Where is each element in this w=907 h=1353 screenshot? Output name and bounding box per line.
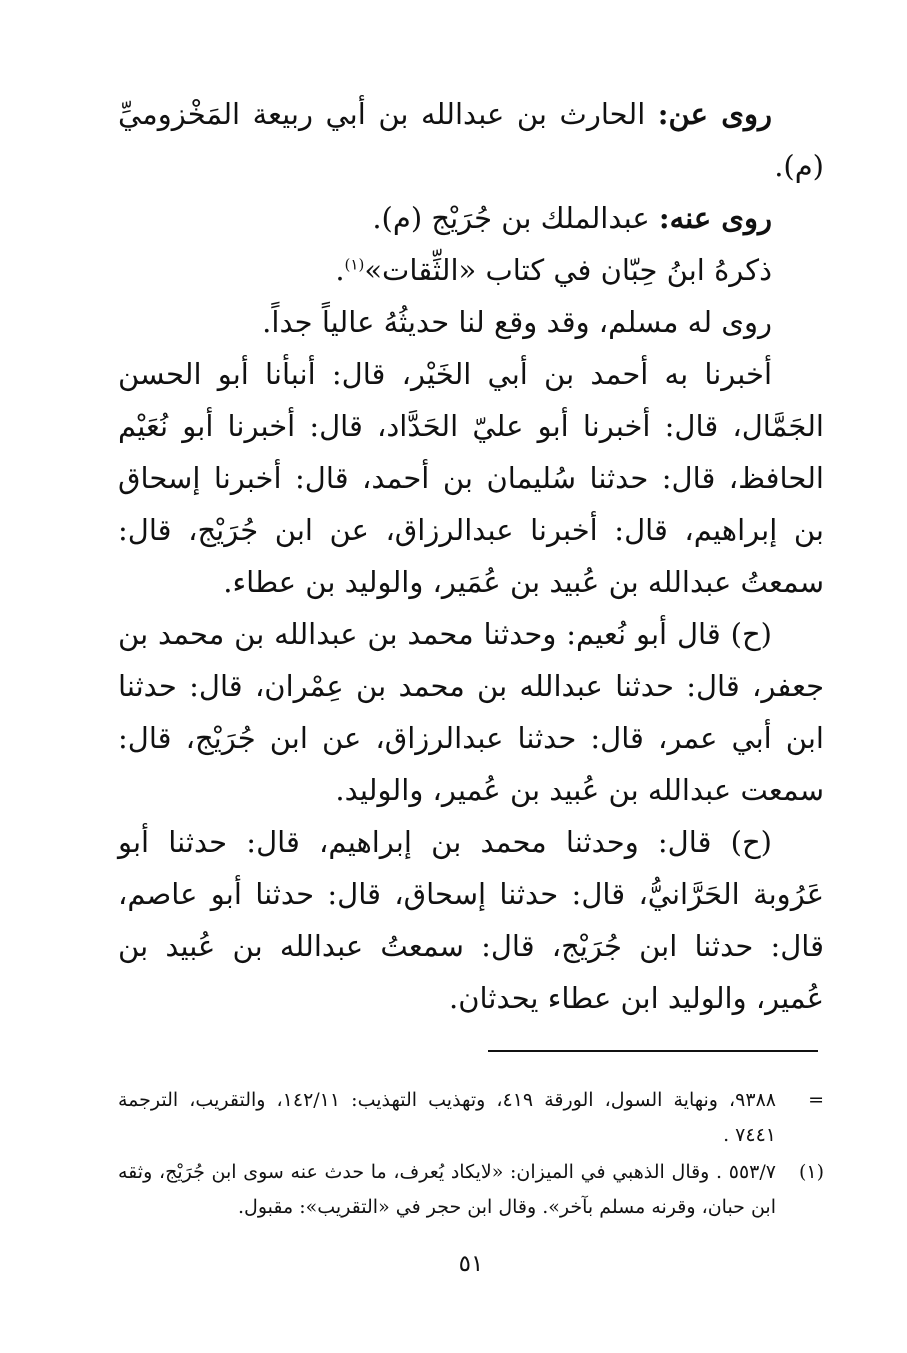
- page-number: ٥١: [458, 1251, 484, 1277]
- footnote-reference: (١): [344, 255, 365, 274]
- isnad-paragraph-2: (ح) قال أبو نُعيم: وحدثنا محمد بن عبدالله بن محمد بن جعفر، قال: حدثنا عبدالله بن محمد بن عِمْران، قال: حدثنا ابن أبي عمر، قال: حدثنا عبدالرزاق، عن ابن جُرَيْج، قال: سمعت عبدالله بن عُبيد بن عُمير، والوليد.: [118, 617, 824, 807]
- footnote-text: ٥٥٣/٧ . وقال الذهبي في الميزان: «لايكاد يُعرف، ما حدث عنه سوى ابن جُرَيْج، وثقه ابن حبان، وقرنه مسلم بآخر». وقال ابن حجر في «التقريب»: مقبول.: [118, 1161, 776, 1218]
- narrated-by-label: روى عنه:: [658, 201, 772, 235]
- footnote-continuation: [118, 1083, 824, 1153]
- footnote-text: ٩٣٨٨، ونهاية السول، الورقة ٤١٩، وتهذيب التهذيب: ١٤٢/١١، والتقريب، الترجمة ٧٤٤١ .: [118, 1089, 776, 1146]
- ibn-hibban-paragraph: [118, 244, 824, 296]
- narrated-from-text: الحارث بن عبدالله بن أبي ربيعة المَخْزوميِّ (م).: [118, 97, 824, 183]
- footnote-mark: (١): [798, 1161, 824, 1183]
- muslim-paragraph: روى له مسلم، وقد وقع لنا حديثُهُ عالياً جداً.: [262, 305, 772, 339]
- book-page: [118, 88, 824, 1288]
- isnad-paragraph-3: (ح) قال: وحدثنا محمد بن إبراهيم، قال: حدثنا أبو عَرُوبة الحَرَّانيُّ، قال: حدثنا إسحاق، قال: حدثنا أبو عاصم، قال: حدثنا ابن جُرَيْج، قال: سمعتُ عبدالله بن عُبيد بن عُمير، والوليد ابن عطاء يحدثان.: [118, 825, 824, 1015]
- narrated-from-paragraph: [118, 88, 824, 192]
- ibn-hibban-text: ذكرهُ ابنُ حِبّان في كتاب «الثِّقات»: [364, 253, 772, 287]
- footnote-mark: =: [808, 1089, 824, 1111]
- isnad-paragraph-1: أخبرنا به أحمد بن أبي الخَيْر، قال: أنبأنا أبو الحسن الجَمَّال، قال: أخبرنا أبو عليّ الحَدَّاد، قال: أخبرنا أبو نُعَيْم الحافظ، قال: حدثنا سُليمان بن أحمد، قال: أخبرنا إسحاق بن إبراهيم، قال: أخبرنا عبدالرزاق، عن ابن جُرَيْج، قال: سمعتُ عبدالله بن عُبيد بن عُمَير، والوليد بن عطاء.: [118, 357, 824, 599]
- ibn-hibban-end: .: [335, 253, 345, 287]
- footnotes: [118, 1083, 824, 1227]
- main-text: [118, 88, 824, 1024]
- footnote-1: [118, 1155, 824, 1225]
- narrated-by-text: عبدالملك بن جُرَيْج (م).: [372, 201, 659, 235]
- narrated-by-paragraph: [118, 192, 824, 244]
- footnote-separator: [488, 1050, 818, 1052]
- narrated-from-label: روى عن:: [657, 97, 772, 131]
